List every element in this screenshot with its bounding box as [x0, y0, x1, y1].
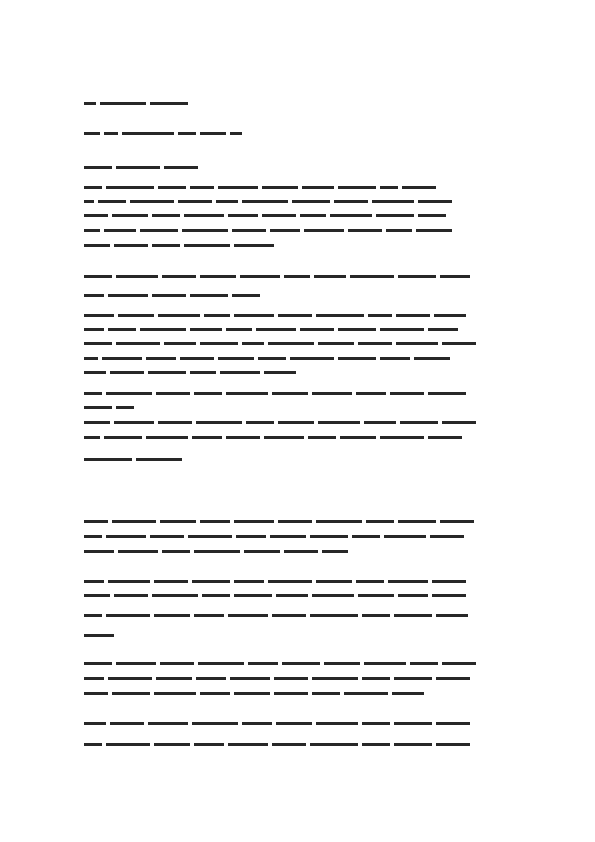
document-line [84, 294, 264, 297]
word-mark [200, 275, 236, 278]
word-mark [194, 743, 224, 746]
word-mark [236, 535, 266, 538]
word-mark [84, 342, 112, 345]
word-mark [362, 722, 390, 725]
word-mark [84, 200, 94, 203]
word-mark [106, 186, 154, 189]
word-mark [440, 275, 470, 278]
word-mark [118, 550, 158, 553]
word-mark [334, 200, 368, 203]
word-mark [190, 371, 216, 374]
word-mark [344, 692, 388, 695]
document-line [84, 421, 480, 424]
word-mark [216, 200, 238, 203]
word-mark [314, 275, 346, 278]
word-mark [272, 392, 308, 395]
word-mark [402, 186, 436, 189]
word-mark [352, 535, 380, 538]
word-mark [130, 200, 174, 203]
word-mark [242, 722, 272, 725]
word-mark [348, 229, 382, 232]
word-mark [428, 392, 466, 395]
document-line [84, 275, 474, 278]
word-mark [106, 392, 152, 395]
document-line [84, 580, 470, 583]
word-mark [338, 328, 376, 331]
word-mark [102, 357, 142, 360]
word-mark [84, 692, 108, 695]
document-line [84, 200, 456, 203]
word-mark [338, 357, 376, 360]
word-mark [160, 520, 196, 523]
word-mark [356, 580, 384, 583]
word-mark [98, 200, 126, 203]
word-mark [310, 535, 348, 538]
word-mark [300, 214, 326, 217]
word-mark [190, 294, 228, 297]
word-mark [234, 594, 272, 597]
word-mark [436, 722, 470, 725]
word-mark [84, 214, 108, 217]
word-mark [146, 357, 176, 360]
document-line [84, 314, 470, 317]
word-mark [158, 421, 192, 424]
word-mark [164, 166, 198, 169]
word-mark [282, 662, 320, 665]
word-mark [84, 275, 112, 278]
word-mark [234, 314, 274, 317]
word-mark [316, 314, 364, 317]
word-mark [226, 392, 268, 395]
word-mark [84, 594, 110, 597]
word-mark [192, 722, 238, 725]
word-mark [394, 722, 432, 725]
word-mark [188, 535, 232, 538]
word-mark [436, 614, 468, 617]
word-mark [140, 328, 186, 331]
word-mark [104, 132, 118, 135]
word-mark [242, 342, 264, 345]
word-mark [264, 436, 304, 439]
document-line [84, 357, 454, 360]
word-mark [386, 229, 412, 232]
word-mark [194, 392, 222, 395]
word-mark [376, 214, 414, 217]
word-mark [154, 614, 190, 617]
word-mark [182, 229, 228, 232]
word-mark [304, 229, 344, 232]
word-mark [200, 520, 230, 523]
word-mark [234, 692, 270, 695]
word-mark [200, 692, 230, 695]
word-mark [108, 294, 148, 297]
word-mark [312, 594, 354, 597]
word-mark [442, 421, 476, 424]
word-mark [84, 229, 100, 232]
word-mark [190, 186, 214, 189]
word-mark [84, 634, 114, 637]
word-mark [318, 342, 354, 345]
word-mark [234, 520, 274, 523]
word-mark [398, 594, 428, 597]
word-mark [112, 692, 150, 695]
word-mark [276, 594, 308, 597]
word-mark [84, 166, 112, 169]
word-mark [84, 722, 106, 725]
word-mark [198, 662, 244, 665]
word-mark [140, 229, 178, 232]
word-mark [162, 550, 190, 553]
word-mark [84, 520, 108, 523]
word-mark [196, 677, 226, 680]
word-mark [270, 535, 306, 538]
word-mark [178, 132, 196, 135]
word-mark [154, 743, 190, 746]
word-mark [418, 200, 452, 203]
word-mark [228, 743, 268, 746]
document-line [84, 614, 472, 617]
document-line [84, 535, 468, 538]
word-mark [312, 392, 352, 395]
word-mark [84, 535, 102, 538]
word-mark [396, 342, 438, 345]
word-mark [192, 580, 230, 583]
word-mark [356, 392, 386, 395]
document-line [84, 458, 186, 461]
word-mark [396, 314, 430, 317]
document-line [84, 166, 202, 169]
word-mark [84, 421, 110, 424]
word-mark [106, 614, 150, 617]
word-mark [150, 535, 184, 538]
word-mark [84, 677, 104, 680]
word-mark [310, 743, 358, 746]
word-mark [312, 692, 340, 695]
word-mark [150, 102, 188, 105]
word-mark [178, 200, 212, 203]
word-mark [368, 314, 392, 317]
document-line [84, 677, 474, 680]
document-line [84, 520, 478, 523]
document-line [84, 244, 278, 247]
word-mark [324, 662, 360, 665]
word-mark [398, 520, 436, 523]
word-mark [340, 436, 376, 439]
word-mark [84, 132, 100, 135]
word-mark [272, 743, 306, 746]
word-mark [394, 677, 432, 680]
word-mark [220, 371, 260, 374]
word-mark [440, 520, 474, 523]
word-mark [398, 275, 436, 278]
word-mark [384, 535, 426, 538]
word-mark [430, 535, 464, 538]
word-mark [106, 535, 146, 538]
word-mark [246, 421, 274, 424]
word-mark [284, 275, 310, 278]
word-mark [112, 214, 148, 217]
word-mark [192, 436, 222, 439]
word-mark [116, 342, 160, 345]
word-mark [156, 677, 192, 680]
word-mark [364, 662, 406, 665]
word-mark [154, 692, 196, 695]
word-mark [152, 214, 180, 217]
word-mark [162, 275, 196, 278]
word-mark [428, 328, 458, 331]
word-mark [432, 594, 466, 597]
word-mark [242, 200, 288, 203]
word-mark [310, 614, 358, 617]
word-mark [442, 662, 476, 665]
word-mark [154, 580, 188, 583]
word-mark [184, 244, 230, 247]
word-mark [284, 550, 318, 553]
word-mark [152, 594, 198, 597]
word-mark [152, 294, 186, 297]
word-mark [194, 550, 240, 553]
word-mark [84, 406, 112, 409]
word-mark [316, 722, 358, 725]
word-mark [366, 520, 394, 523]
word-mark [84, 662, 112, 665]
word-mark [418, 214, 446, 217]
word-mark [302, 186, 334, 189]
word-mark [84, 244, 110, 247]
word-mark [316, 580, 352, 583]
word-mark [358, 342, 392, 345]
word-mark [226, 436, 260, 439]
word-mark [316, 520, 362, 523]
word-mark [84, 186, 102, 189]
word-mark [84, 371, 106, 374]
word-mark [110, 722, 144, 725]
word-mark [112, 520, 156, 523]
word-mark [234, 244, 274, 247]
word-mark [84, 614, 102, 617]
word-mark [84, 580, 104, 583]
word-mark [358, 594, 394, 597]
document-line [84, 436, 466, 439]
word-mark [436, 677, 470, 680]
word-mark [160, 662, 194, 665]
word-mark [180, 357, 214, 360]
word-mark [262, 186, 298, 189]
word-mark [248, 662, 278, 665]
document-line [84, 392, 470, 395]
document-line [84, 662, 480, 665]
word-mark [322, 550, 348, 553]
document-line [84, 328, 462, 331]
word-mark [240, 275, 280, 278]
word-mark [428, 436, 462, 439]
word-mark [196, 421, 242, 424]
word-mark [432, 580, 466, 583]
word-mark [390, 392, 424, 395]
word-mark [270, 229, 300, 232]
word-mark [318, 421, 360, 424]
document-line [84, 743, 474, 746]
word-mark [234, 580, 264, 583]
word-mark [392, 692, 424, 695]
document-line [84, 214, 450, 217]
word-mark [108, 328, 136, 331]
word-mark [84, 357, 98, 360]
word-mark [230, 132, 242, 135]
document-line [84, 634, 118, 637]
word-mark [156, 392, 190, 395]
word-mark [104, 436, 142, 439]
word-mark [84, 458, 132, 461]
word-mark [84, 392, 102, 395]
word-mark [84, 328, 104, 331]
word-mark [330, 214, 372, 217]
word-mark [84, 550, 114, 553]
word-mark [380, 357, 410, 360]
word-mark [110, 371, 144, 374]
document-line [84, 594, 470, 597]
word-mark [158, 186, 186, 189]
word-mark [312, 677, 358, 680]
word-mark [226, 328, 252, 331]
document-line [84, 342, 480, 345]
word-mark [244, 550, 280, 553]
word-mark [204, 314, 230, 317]
document-subheading-line [84, 132, 274, 135]
word-mark [202, 594, 230, 597]
word-mark [218, 357, 254, 360]
word-mark [84, 102, 96, 105]
word-mark [228, 614, 268, 617]
word-mark [410, 662, 438, 665]
document-line [84, 186, 440, 189]
word-mark [268, 580, 312, 583]
word-mark [380, 436, 424, 439]
word-mark [362, 677, 390, 680]
word-mark [436, 743, 470, 746]
word-mark [108, 580, 150, 583]
word-mark [116, 406, 134, 409]
word-mark [292, 200, 330, 203]
word-mark [148, 371, 186, 374]
document-line [84, 406, 138, 409]
word-mark [116, 275, 158, 278]
word-mark [338, 186, 376, 189]
word-mark [108, 677, 152, 680]
word-mark [364, 421, 396, 424]
word-mark [300, 328, 334, 331]
word-mark [84, 436, 100, 439]
word-mark [380, 328, 424, 331]
word-mark [136, 458, 182, 461]
word-mark [200, 342, 238, 345]
word-mark [84, 314, 114, 317]
document-heading-line [84, 102, 234, 105]
word-mark [116, 662, 156, 665]
word-mark [100, 102, 146, 105]
word-mark [362, 743, 390, 746]
word-mark [106, 743, 150, 746]
word-mark [114, 244, 148, 247]
word-mark [362, 614, 390, 617]
word-mark [230, 677, 270, 680]
word-mark [152, 244, 180, 247]
word-mark [350, 275, 394, 278]
word-mark [146, 436, 188, 439]
word-mark [414, 357, 450, 360]
word-mark [274, 692, 308, 695]
word-mark [200, 132, 226, 135]
word-mark [394, 743, 432, 746]
word-mark [104, 229, 136, 232]
document-line [84, 371, 300, 374]
word-mark [400, 421, 438, 424]
word-mark [116, 166, 160, 169]
word-mark [256, 328, 296, 331]
word-mark [372, 200, 414, 203]
word-mark [268, 342, 314, 345]
word-mark [278, 314, 312, 317]
word-mark [272, 614, 306, 617]
word-mark [276, 722, 312, 725]
word-mark [388, 580, 428, 583]
document-line [84, 229, 456, 232]
word-mark [114, 594, 148, 597]
word-mark [194, 614, 224, 617]
word-mark [158, 314, 200, 317]
word-mark [308, 436, 336, 439]
word-mark [84, 294, 104, 297]
word-mark [218, 186, 258, 189]
word-mark [278, 520, 312, 523]
word-mark [394, 614, 432, 617]
word-mark [262, 214, 296, 217]
word-mark [122, 132, 174, 135]
word-mark [434, 314, 466, 317]
word-mark [290, 357, 334, 360]
word-mark [380, 186, 398, 189]
word-mark [148, 722, 188, 725]
word-mark [442, 342, 476, 345]
document-line [84, 722, 474, 725]
word-mark [232, 229, 266, 232]
document-line [84, 692, 428, 695]
word-mark [232, 294, 260, 297]
word-mark [278, 421, 314, 424]
document-line [84, 550, 352, 553]
word-mark [264, 371, 296, 374]
word-mark [164, 342, 196, 345]
word-mark [258, 357, 286, 360]
word-mark [190, 328, 222, 331]
word-mark [84, 743, 102, 746]
word-mark [118, 314, 154, 317]
word-mark [274, 677, 308, 680]
word-mark [228, 214, 258, 217]
word-mark [184, 214, 224, 217]
word-mark [114, 421, 154, 424]
word-mark [416, 229, 452, 232]
